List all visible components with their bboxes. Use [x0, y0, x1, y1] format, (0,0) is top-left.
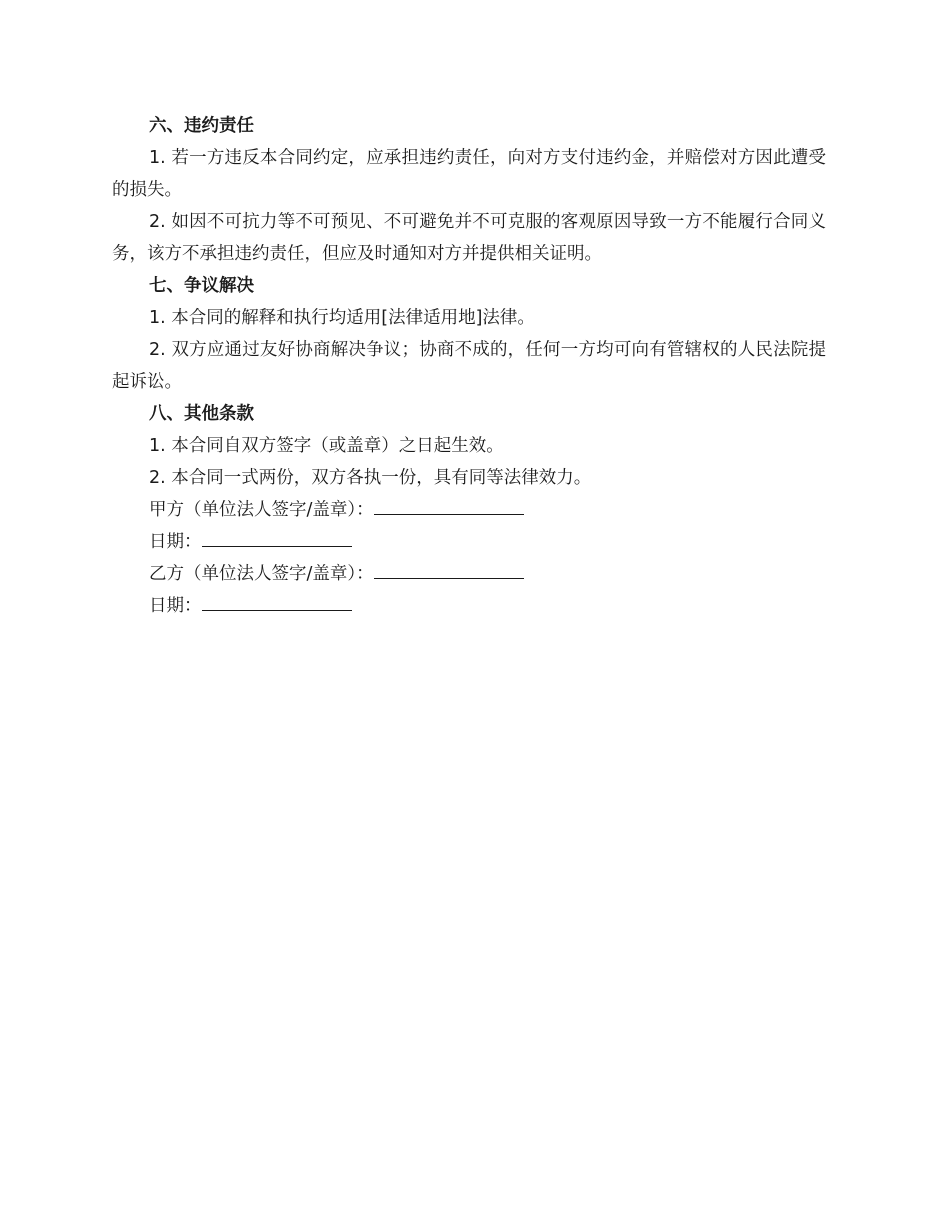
section-heading-other: 八、其他条款	[149, 404, 254, 424]
date-line-party-b	[112, 590, 826, 622]
signature-line-party-b	[112, 558, 826, 590]
date-b-blank[interactable]	[202, 592, 352, 611]
section-heading-dispute: 七、争议解决	[149, 276, 254, 296]
clause-other-1: 1. 本合同自双方签字（或盖章）之日起生效。	[149, 436, 504, 456]
clause-liability-2: 2. 如因不可抗力等不可预见、不可避免并不可克服的客观原因导致一方不能履行合同义务，该方不承担违约责任，但应及时通知对方并提供相关证明。	[112, 212, 826, 264]
section-heading-liability: 六、违约责任	[149, 116, 254, 136]
date-a-blank[interactable]	[202, 528, 352, 547]
date-a-label: 日期：	[149, 532, 202, 552]
signature-line-party-a	[112, 494, 826, 526]
clause-liability-1: 1. 若一方违反本合同约定，应承担违约责任，向对方支付违约金，并赔偿对方因此遭受的损失。	[112, 148, 826, 200]
party-b-signature-blank[interactable]	[374, 560, 524, 579]
contract-page	[112, 110, 826, 622]
date-line-party-a	[112, 526, 826, 558]
party-a-label: 甲方（单位法人签字/盖章）：	[149, 500, 374, 520]
clause-dispute-1: 1. 本合同的解释和执行均适用[法律适用地]法律。	[149, 308, 535, 328]
date-b-label: 日期：	[149, 596, 202, 616]
clause-dispute-2: 2. 双方应通过友好协商解决争议；协商不成的，任何一方均可向有管辖权的人民法院提起诉讼。	[112, 340, 826, 392]
party-a-signature-blank[interactable]	[374, 496, 524, 515]
clause-other-2: 2. 本合同一式两份，双方各执一份，具有同等法律效力。	[149, 468, 592, 488]
party-b-label: 乙方（单位法人签字/盖章）：	[149, 564, 374, 584]
